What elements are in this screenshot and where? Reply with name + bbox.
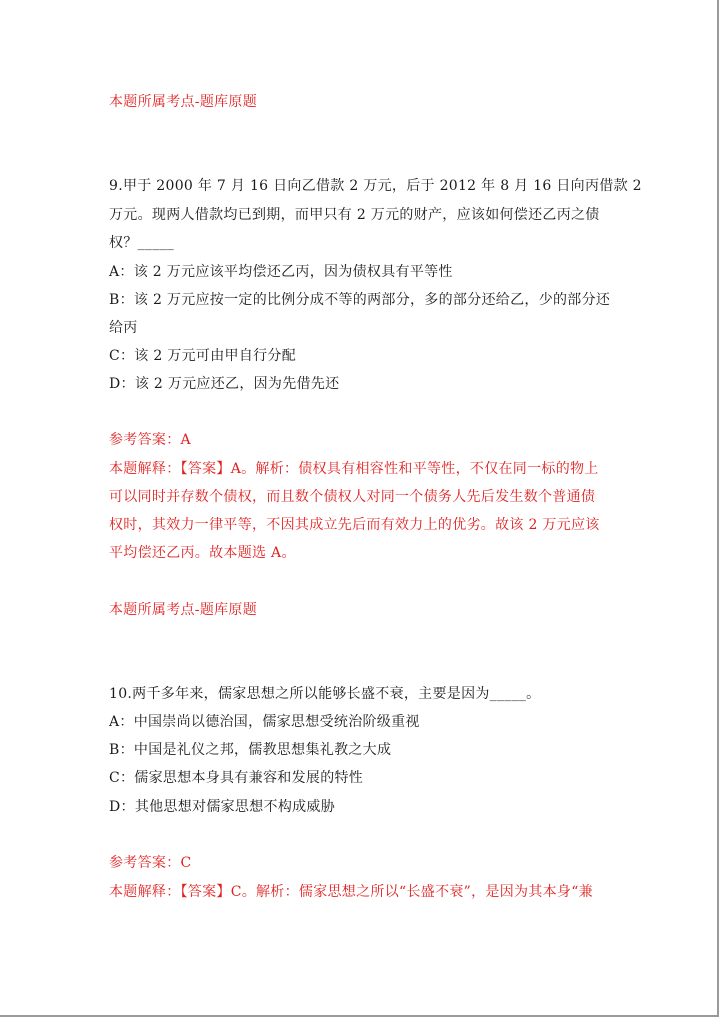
question-9-explanation-line-4: 平均偿还乙丙。故本题选 A。 xyxy=(109,545,296,561)
question-9-stem-line-2: 万元。现两人借款均已到期，而甲只有 2 万元的财产，应该如何偿还乙丙之债 xyxy=(109,207,600,223)
question-9-explanation-line-3: 权时，其效力一律平等，不因其成立先后而有效力上的优劣。故该 2 万元应该 xyxy=(109,517,600,533)
topic-tag: 本题所属考点-题库原题 xyxy=(109,602,258,618)
question-9-option-a: A：该 2 万元应该平均偿还乙丙，因为债权具有平等性 xyxy=(109,264,453,280)
question-9-option-b-line-2: 给丙 xyxy=(109,320,138,336)
question-9-option-c: C：该 2 万元可由甲自行分配 xyxy=(109,348,297,364)
question-10-option-c: C：儒家思想本身具有兼容和发展的特性 xyxy=(109,770,364,786)
question-9-explanation-line-2: 可以同时并存数个债权，而且数个债权人对同一个债务人先后发生数个普通债 xyxy=(109,489,596,505)
question-9-option-d: D：该 2 万元应还乙，因为先借先还 xyxy=(109,376,340,392)
question-9-stem-line-3: 权？_____ xyxy=(109,235,175,251)
question-9-stem-line-1: 9.甲于 2000 年 7 月 16 日向乙借款 2 万元，后于 2012 年 8 月 16 日向丙借款 2 xyxy=(109,178,642,194)
question-10-option-a: A：中国崇尚以德治国，儒家思想受统治阶级重视 xyxy=(109,714,420,730)
question-10-explanation-line-1: 本题解释：【答案】C。解析：儒家思想之所以“长盛不衰”，是因为其本身“兼 xyxy=(109,884,593,900)
question-10-option-b: B：中国是礼仪之邦，儒教思想集礼教之大成 xyxy=(109,742,392,758)
question-10-answer: 参考答案：C xyxy=(109,855,192,871)
topic-tag: 本题所属考点-题库原题 xyxy=(109,94,258,110)
question-9-answer: 参考答案：A xyxy=(109,432,191,448)
question-10-option-d: D：其他思想对儒家思想不构成威胁 xyxy=(109,799,336,815)
question-9-explanation-line-1: 本题解释：【答案】A。解析：债权具有相容性和平等性，不仅在同一标的物上 xyxy=(109,461,599,477)
question-10-stem: 10.两千多年来，儒家思想之所以能够长盛不衰，主要是因为_____。 xyxy=(109,686,541,702)
question-9-option-b-line-1: B：该 2 万元应按一定的比例分成不等的两部分，多的部分还给乙，少的部分还 xyxy=(109,292,611,308)
